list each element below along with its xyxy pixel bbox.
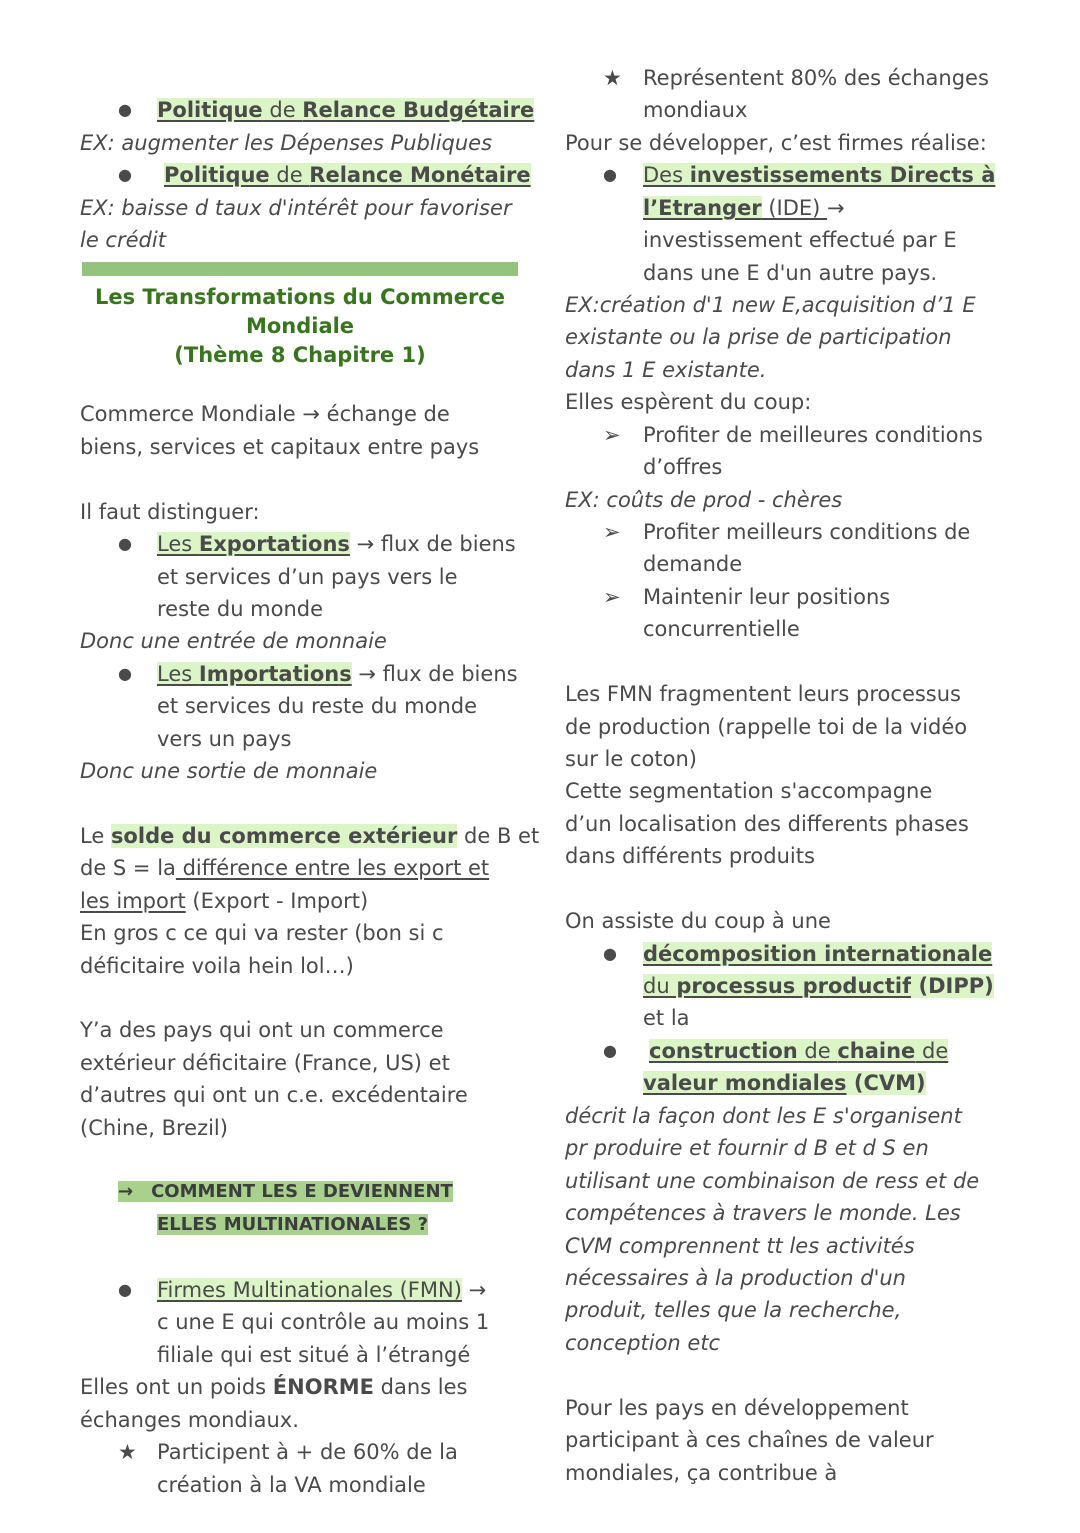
arrowhead-icon: ➢ (603, 520, 621, 544)
term-ide: investissements Directs à (689, 163, 996, 187)
cvm-desc-line8: conception etc (565, 1331, 721, 1355)
term-importations: Importations (198, 662, 352, 686)
relance-monetaire-item: Politique de Relance Monétaire (164, 163, 531, 187)
fragmentent-line5: d’un localisation des differents phases (565, 812, 969, 836)
star-icon: ★ (118, 1440, 137, 1464)
fmn-line2: c une E qui contrôle au moins 1 (157, 1310, 490, 1334)
ide-line1: Des investissements Directs à (643, 163, 996, 187)
term-relance-budgetaire: Relance Budgétaire (302, 98, 535, 122)
cvm-line1: construction de chaine de (649, 1039, 949, 1063)
dipp-line2: du processus productif (DIPP) (643, 974, 994, 998)
et-la-text: et la (643, 1006, 690, 1030)
solde-line4: En gros c ce qui va rester (bon si c (80, 921, 444, 945)
cvm-desc-line5: CVM comprennent tt les activités (565, 1234, 915, 1258)
donc-entree-text: Donc une entrée de monnaie (80, 629, 387, 653)
importations-item: Les Importations → flux de biens (157, 662, 518, 686)
profiter1-line2: d’offres (643, 455, 723, 479)
term-politique: Politique (157, 98, 263, 122)
representent-line2: mondiaux (643, 98, 748, 122)
bullet: ● (118, 534, 132, 553)
fmn-line3: filiale qui est situé à l’étrangé (157, 1343, 471, 1367)
term-cvm: construction (649, 1039, 798, 1063)
solde-line1: Le solde du commerce extérieur de B et (80, 824, 540, 848)
profiter1-line1: Profiter de meilleures conditions (643, 423, 983, 447)
pays-dev-line2: participant à ces chaînes de valeur (565, 1428, 934, 1452)
section-divider (82, 262, 518, 276)
participent-line1: Participent à + de 60% de la (157, 1440, 458, 1464)
maintenir-line1: Maintenir leur positions (643, 585, 891, 609)
cvm-desc-line1: décrit la façon dont les E s'organisent (565, 1104, 962, 1128)
importations-line3: vers un pays (157, 727, 292, 751)
fragmentent-line6: dans différents produits (565, 844, 815, 868)
callout-question-line1: → COMMENT LES E DEVIENNENT (118, 1181, 453, 1202)
deficit-line2: extérieur déficitaire (France, US) et (80, 1051, 450, 1075)
cvm-desc-line4: compétences à travers le monde. Les (565, 1201, 961, 1225)
assiste-text: On assiste du coup à une (565, 909, 831, 933)
bullet: ● (603, 165, 617, 184)
solde-line2: de S = la différence entre les export et (80, 856, 490, 880)
deficit-line1: Y’a des pays qui ont un commerce (80, 1018, 444, 1042)
term-exportations: Exportations (198, 532, 350, 556)
arrowhead-icon: ➢ (603, 585, 621, 609)
callout-question-line2: ELLES MULTINATIONALES ? (157, 1214, 429, 1235)
bullet: ● (603, 1041, 617, 1060)
bullet: ● (118, 165, 132, 184)
term-relance-monetaire: Relance Monétaire (309, 163, 531, 187)
bullet: ● (118, 100, 132, 119)
deficit-line3: d’autres qui ont un c.e. excédentaire (80, 1083, 468, 1107)
arrow-icon: → (118, 1181, 134, 1202)
section-title-line3: (Thème 8 Chapitre 1) (174, 343, 426, 367)
developper-text: Pour se développer, c’est firmes réalise: (565, 131, 987, 155)
fragmentent-line3: sur le coton) (565, 747, 697, 771)
poids-line2: échanges mondiaux. (80, 1408, 299, 1432)
profiter2-line2: demande (643, 552, 743, 576)
cvm-desc-line6: nécessaires à la production d'un (565, 1266, 906, 1290)
esperent-text: Elles espèrent du coup: (565, 390, 812, 414)
section-title-line2: Mondiale (245, 314, 355, 338)
example-budgetaire: EX: augmenter les Dépenses Publiques (80, 131, 493, 155)
ide-line3: investissement effectué par E (643, 228, 957, 252)
exportations-line2: et services d’un pays vers le (157, 565, 458, 589)
ex-couts-text: EX: coûts de prod - chères (565, 488, 843, 512)
donc-sortie-text: Donc une sortie de monnaie (80, 759, 378, 783)
poids-line1: Elles ont un poids ÉNORME dans les (80, 1375, 468, 1399)
deficit-line4: (Chine, Brezil) (80, 1116, 228, 1140)
fragmentent-line2: de production (rappelle toi de la vidéo (565, 715, 968, 739)
ex-ide-line3: dans 1 E existante. (565, 358, 767, 382)
maintenir-line2: concurrentielle (643, 617, 800, 641)
fmn-item: Firmes Multinationales (FMN) → (157, 1278, 487, 1302)
bullet: ● (118, 1280, 132, 1299)
star-icon: ★ (603, 66, 622, 90)
def-commerce-line2: biens, services et capitaux entre pays (80, 435, 480, 459)
term-fmn: Firmes Multinationales (FMN) (157, 1278, 462, 1302)
cvm-line2: valeur mondiales (CVM) (643, 1071, 926, 1095)
ide-line4: dans une E d'un autre pays. (643, 261, 938, 285)
term-solde-commerce: solde du commerce extérieur (110, 824, 458, 848)
arrowhead-icon: ➢ (603, 423, 621, 447)
profiter2-line1: Profiter meilleurs conditions de (643, 520, 971, 544)
solde-line3: les import (Export - Import) (80, 889, 369, 913)
representent-line1: Représentent 80% des échanges (643, 66, 989, 90)
dipp-line1 (643, 938, 992, 970)
term-dipp: décomposition internationale (643, 942, 993, 966)
fragmentent-line1: Les FMN fragmentent leurs processus (565, 682, 961, 706)
fragmentent-line4: Cette segmentation s'accompagne (565, 779, 933, 803)
ex-ide-line1: EX:création d'1 new E,acquisition d’1 E (565, 293, 976, 317)
cvm-desc-line3: utilisant une combinaison de ress et de (565, 1169, 980, 1193)
pays-dev-line1: Pour les pays en développement (565, 1396, 909, 1420)
bullet: ● (118, 664, 132, 683)
participent-line2: création à la VA mondiale (157, 1473, 426, 1497)
exportations-line3: reste du monde (157, 597, 324, 621)
pays-dev-line3: mondiales, ça contribue à (565, 1461, 838, 1485)
example-monetaire-line1: EX: baisse d taux d'intérêt pour favoriser (80, 196, 512, 220)
exportations-item: Les Exportations → flux de biens (157, 532, 516, 556)
section-title-line1: Les Transformations du Commerce (94, 285, 505, 309)
importations-line2: et services du reste du monde (157, 694, 478, 718)
ide-line2: l’Etranger (IDE) → (643, 196, 845, 220)
cvm-desc-line2: pr produire et fournir d B et d S en (565, 1136, 929, 1160)
cvm-desc-line7: produit, telles que la recherche, (565, 1298, 902, 1322)
relance-budgetaire-item: Politique de Relance Budgétaire (157, 98, 535, 122)
example-monetaire-line2: le crédit (80, 228, 166, 252)
def-commerce-line1: Commerce Mondiale → échange de (80, 402, 450, 426)
solde-line5: déficitaire voila hein lol…) (80, 954, 354, 978)
distinguer-text: Il faut distinguer: (80, 500, 260, 524)
ex-ide-line2: existante ou la prise de participation (565, 325, 952, 349)
bullet: ● (603, 944, 617, 963)
